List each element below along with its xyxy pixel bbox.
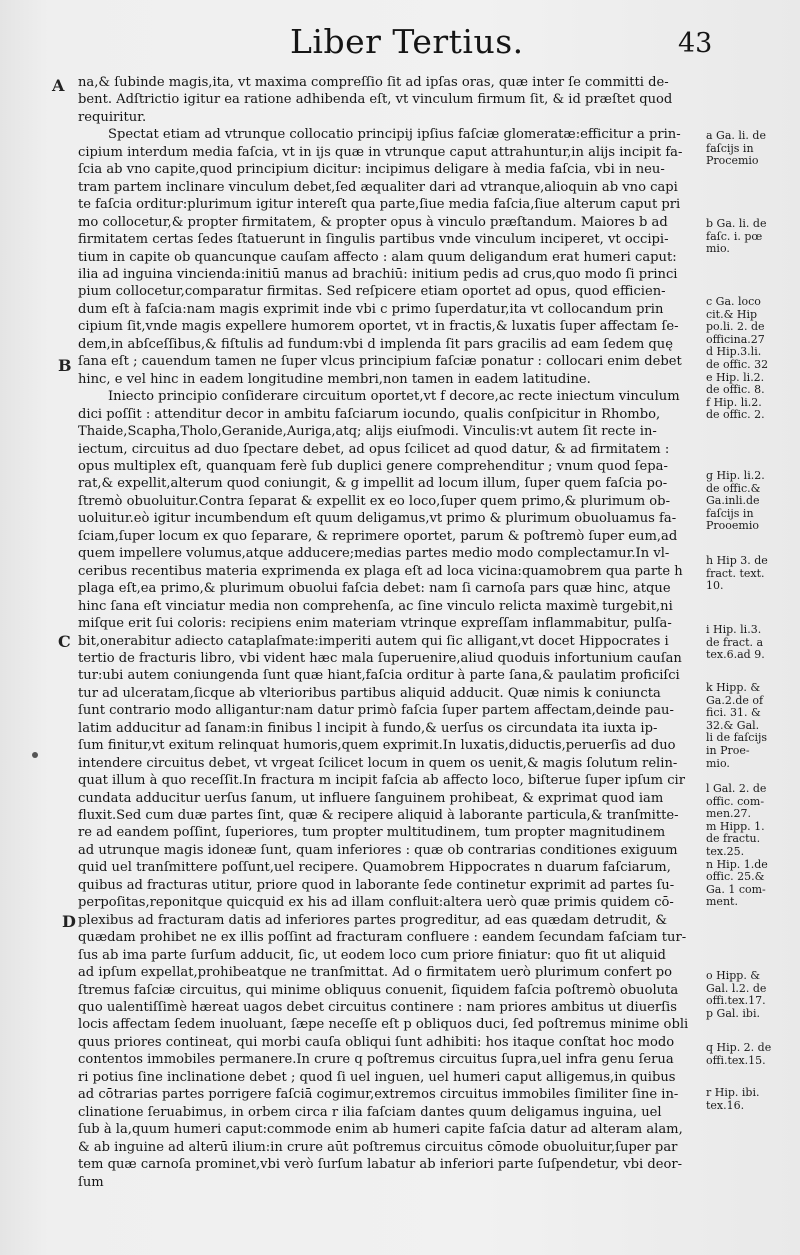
ink-mark <box>32 752 38 758</box>
text-line: cipium interdum media faſcia, vt in ijs quæ in vtrunque caput attrahuntur,in alijs incipit fa- <box>78 144 683 160</box>
text-line: bent. Adſtrictio igitur ea ratione adhibenda eſt, vt vinculum firmum ſit, & id præſtet quod <box>78 92 673 108</box>
note-line: tex.6.ad 9. <box>706 648 765 662</box>
text-line: ſunt contrario modo alligantur:nam datur primò faſcia ſuper partem affectam,deinde pau- <box>78 703 674 719</box>
note-line: tex.25. <box>706 844 745 858</box>
text-line: ilia ad inguina vincienda:initiū manus ad brachiū: initium pedis ad crus,quo modo ſi princi <box>78 266 678 282</box>
text-line: rat,& expellit,alterum quod coniungit, & g impellit ad locum illum, ſuper quem faſcia po- <box>78 476 668 492</box>
note-line: d Hip.3.li. <box>706 345 762 359</box>
text-line: dem,in abſceſſibus,& fiſtulis ad fundum:vbi d implenda ſit pars gracilis ad eam ſedem quę <box>78 336 673 352</box>
section-letter-c: C <box>58 632 71 651</box>
note-line: offi.tex.17. <box>706 994 766 1008</box>
text-line: contentos immobiles permanere.In crure q poſtremus circuitus ſupra,uel infra genu ſerua <box>78 1052 674 1068</box>
text-line: quat illum à quo receſſit.In fractura m incipit faſcia ab affecto loco, biſterue ſuper ipſum cir <box>78 773 686 789</box>
note-line: cit.& Hip <box>706 307 758 321</box>
margin-note-k <box>706 682 796 770</box>
text-line: mo collocetur,& propter firmitatem, & propter opus à vinculo præſtandum. Maiores b ad <box>78 214 668 230</box>
note-line: 10. <box>706 579 724 593</box>
note-line: p Gal. ibi. <box>706 1006 760 1020</box>
note-line: ment. <box>706 895 738 909</box>
text-line: opus multiplex eſt, quanquam ferè ſub duplici genere comprehenditur ; vnum quod ſepa- <box>78 458 668 474</box>
text-line: ſtremus faſciæ circuitus, qui minime obliquus conuenit, ſiquidem faſcia poſtremò obuoluta <box>78 982 679 998</box>
text-line: hinc ſana eſt vinciatur media non comprehenſa, ac ſine vinculo relicta maximè turgebit,ni <box>78 598 673 614</box>
text-line: ſciam,ſuper locum ex quo ſeparare, & reprimere oportet, parum & poſtremò ſuper eum,ad <box>78 528 678 544</box>
text-line: ſus ab ima parte ſurſum adducit, ſic, ut eodem loco cum priore finiatur: quo fit ut aliquid <box>78 947 666 963</box>
text-line: locis affectam ſedem inuoluant, ſæpe neceſſe eſt p obliquos duci, ſed poſtremus minime obli <box>78 1017 689 1033</box>
note-line: e Hip. li.2. <box>706 370 765 384</box>
note-line: l Gal. 2. de <box>706 782 767 795</box>
note-line: de fract. a <box>706 635 764 649</box>
text-line: ceribus recentibus materia exprimenda ex plaga eſt ad loca vicina:quamobrem qua parte h <box>78 563 683 579</box>
note-line: de offic.& <box>706 481 761 495</box>
note-line: de fractu. <box>706 832 761 846</box>
text-line: tur ad ulceratam,ſicque ab vlterioribus partibus aliquid adducit. Quæ nimis k coniuncta <box>78 685 661 701</box>
text-line: iectum, circuitus ad duo ſpectare debet, ad opus ſcilicet ad quod datur, & ad firmitatem : <box>78 441 670 457</box>
note-line: mio. <box>706 242 730 256</box>
page-number: 43 <box>678 28 713 59</box>
body-text <box>78 74 703 1191</box>
page-header <box>0 18 800 66</box>
note-line: de offic. 2. <box>706 408 765 422</box>
margin-note-l <box>706 783 796 909</box>
text-line: bit,onerabitur adiecto cataplaſmate:imperiti autem qui ſic alligant,vt docet Hippocrates i <box>78 633 669 649</box>
note-line: Ga. 1 com- <box>706 882 766 896</box>
note-line: a Ga. li. de <box>706 129 766 142</box>
text-line: ad cōtrarias partes porrigere faſciā cogimur,extremos circuitus immobiles ſimiliter ſine in- <box>78 1087 679 1103</box>
text-line: latim adducitur ad ſanam:in finibus l incipit à fundo,& uerſus os circundata ita iuxta ip- <box>78 720 658 736</box>
note-line: tex.16. <box>706 1098 745 1112</box>
note-line: men.27. <box>706 807 752 821</box>
text-line: quid uel tranſmittere poſſunt,uel recipere. Quamobrem Hippocrates n duarum faſciarum, <box>78 860 671 876</box>
running-title: Liber Tertius. <box>290 22 524 61</box>
note-line: Ga.inli.de <box>706 494 760 508</box>
margin-note-c <box>706 296 796 422</box>
margin-note-i <box>706 624 796 662</box>
margin-note-r <box>706 1087 796 1112</box>
note-line: offic. 25.& <box>706 870 765 884</box>
text-line: ſub à la,quum humeri caput:commode enim ab humeri capite faſcia datur ad alteram alam, <box>78 1122 683 1138</box>
note-line: fract. text. <box>706 566 765 580</box>
text-line: Thaide,Scapha,Tholo,Geranide,Auriga,atq; alijs eiuſmodi. Vinculis:vt autem ſit recte in- <box>78 424 657 440</box>
text-line: tium in capite ob quancunque cauſam affecto : alam quum deligandum erat humeri caput: <box>78 249 677 265</box>
text-line: tertio de fracturis libro, vbi vident hæc mala ſuperuenire,aliud quoduis infortunium cauſan <box>78 650 682 666</box>
note-line: r Hip. ibi. <box>706 1086 760 1099</box>
note-line: m Hipp. 1. <box>706 819 765 833</box>
text-line: quibus ad fracturas utitur, priore quod in laborante ſede continetur exprimit ad partes ſu- <box>78 877 675 893</box>
section-letter-a: A <box>52 76 65 95</box>
note-line: li de faſcijs <box>706 731 768 745</box>
note-line: in Proe- <box>706 743 750 757</box>
margin-note-q <box>706 1042 796 1067</box>
note-line: fici. 31. & <box>706 706 761 720</box>
note-line: mio. <box>706 756 730 770</box>
note-line: faſcijs in <box>706 506 754 520</box>
section-letter-d: D <box>62 912 76 931</box>
text-line: dum eſt à faſcia:nam magis exprimit inde vbi c primo ſuperdatur,ita vt collocandum prin <box>78 301 664 317</box>
note-line: o Hipp. & <box>706 969 761 982</box>
text-line: dici poſſit : attenditur decor in ambitu faſciarum iocundo, qualis conſpicitur in Rhombo, <box>78 406 661 422</box>
text-line: Iniecto principio conſiderare circuitum oportet,vt f decore,ac recte iniectum vinculum <box>108 389 680 405</box>
text-line: ſtremò obuoluitur.Contra ſeparat & expellit ex eo loco,ſuper quem primo,& plurimum ob- <box>78 493 670 509</box>
note-line: n Hip. 1.de <box>706 857 768 871</box>
text-line: na,& ſubinde magis,ita, vt maxima compreſſio ſit ad ipſas oras, quæ inter ſe committi de- <box>78 75 669 90</box>
text-line: te faſcia orditur:plurimum igitur intereſt qua parte,ſiue media faſcia,ſiue alterum caput pri <box>78 197 681 213</box>
note-line: b Ga. li. de <box>706 217 767 230</box>
note-line: f Hip. li.2. <box>706 395 762 409</box>
note-line: officina.27 <box>706 332 765 346</box>
text-line: ſum finitur,vt exitum relinquat humoris,quem exprimit.In luxatis,diductis,peruerſis ad duo <box>78 738 676 754</box>
text-line: ſana eſt ; cauendum tamen ne ſuper vlcus principium faſciæ ponatur : collocari enim debet <box>78 354 682 370</box>
text-line: pium collocetur,comparatur firmitas. Sed reſpicere etiam oportet ad opus, quod efficien- <box>78 284 666 300</box>
note-line: de offic. 8. <box>706 383 765 397</box>
text-line: cipium ſit,vnde magis expellere humorem oportet, vt in fractis,& luxatis ſuper affectam ſe- <box>78 319 679 335</box>
text-line: intendere circuitus debet, vt vrgeat ſcilicet locum in quem os uenit,& magis ſolutum relin- <box>78 755 678 771</box>
text-line: clinatione ſeruabimus, in orbem circa r ilia faſciam dantes quum deligamus inguina, uel <box>78 1104 662 1120</box>
text-line: miſque erit ſui coloris: recipiens enim materiam vtrinque expreſſam inflammabitur, pulſa- <box>78 616 672 632</box>
note-line: po.li. 2. de <box>706 320 765 334</box>
text-line: ſum <box>78 1174 104 1190</box>
note-line: offic. com- <box>706 794 765 808</box>
note-line: de offic. 32 <box>706 357 769 371</box>
note-line: Gal. l.2. de <box>706 981 767 995</box>
text-line: & ab inguine ad alterū ilium:in crure aūt poſtremus circuitus cōmode obuoluitur,ſuper par <box>78 1139 678 1155</box>
section-letter-b: B <box>58 356 72 375</box>
text-line: ri potius ſine inclinatione debet ; quod ſi uel inguen, uel humeri caput alligemus,in quibus <box>78 1069 676 1085</box>
margin-note-g <box>706 470 796 533</box>
note-line: q Hip. 2. de <box>706 1041 772 1054</box>
text-line: quædam prohibet ne ex illis poſſint ad fracturam confluere : eandem ſecundam faſciam tur- <box>78 930 687 946</box>
note-line: k Hipp. & <box>706 681 761 694</box>
text-line: quus priores contineat, qui morbi cauſa obliqui ſunt adhibiti: hos itaque conſtat hoc modo <box>78 1034 675 1050</box>
text-line: fluxit.Sed cum duæ partes ſint, quæ & recipere aliquid à laborante particula,& tranſmitte- <box>78 808 679 824</box>
note-line: c Ga. loco <box>706 295 761 308</box>
text-line: uoluitur.eò igitur incumbendum eſt quum deligamus,vt primo & plurimum obuoluamus fa- <box>78 511 677 527</box>
note-line: 32.& Gal. <box>706 718 760 732</box>
margin-note-a <box>706 130 796 168</box>
note-line: offi.tex.15. <box>706 1053 766 1067</box>
note-line: Prooemio <box>706 519 759 533</box>
margin-note-b <box>706 218 796 256</box>
text-line: quo ualentiſſimè hæreat uagos debet circuitus continere : nam priores ambitus ut diuerſis <box>78 1000 677 1016</box>
note-line: Ga.2.de of <box>706 693 764 707</box>
text-line: quem impellere volumus,atque adducere;medias partes medio modo complectamur.In vl- <box>78 546 670 562</box>
text-line: tram partem inclinare vinculum debet,ſed æqualiter dari ad vtranque,alioquin ab vno capi <box>78 179 678 195</box>
text-line: cundata adducitur uerſus ſanum, ut influere ſanguinem prohibeat, & exprimat quod iam <box>78 790 664 806</box>
text-line: tem quæ carnoſa prominet,vbi verò ſurſum labatur ab inferiori parte ſuſpendetur, vbi deor- <box>78 1157 683 1173</box>
text-line: firmitatem certas ſedes ſtatuerunt in ſingulis partibus vnde vinculum inciperet, vt occipi- <box>78 232 669 248</box>
text-line: ad utrunque magis idoneæ ſunt, quam inferiores : quæ ob contrarias conditiones exiguum <box>78 842 678 858</box>
text-line: re ad eandem poſſint, ſuperiores, tum propter multitudinem, tum propter magnitudinem <box>78 825 666 841</box>
text-line: ad ipſum expellat,prohibeatque ne tranſmittat. Ad o firmitatem uerò plurimum confert po <box>78 965 673 981</box>
note-line: Procemio <box>706 154 759 168</box>
text-line: plexibus ad fracturam datis ad inferiores partes progreditur, ad eas quædam detrudit, & <box>78 912 668 928</box>
note-line: h Hip 3. de <box>706 554 768 567</box>
text-line: perpoſitas,reponitque quicquid ex his ad illam confluit:altera uerò quæ primis quidem cō- <box>78 895 674 911</box>
text-line: hinc, e vel hinc in eadem longitudine membri,non tamen in eadem latitudine. <box>78 371 591 387</box>
note-line: g Hip. li.2. <box>706 469 765 482</box>
margin-note-h <box>706 555 796 593</box>
text-line: ſcia ab vno capite,quod principium dicitur: incipimus deligare à media faſcia, vbi in neu- <box>78 162 665 178</box>
margin-note-o <box>706 970 796 1020</box>
text-line: requiritur. <box>78 109 147 125</box>
note-line: i Hip. li.3. <box>706 623 762 636</box>
text-line: tur:ubi autem coniungenda ſunt quæ hiant,faſcia orditur à parte ſana,& paulatim proficiſci <box>78 668 680 684</box>
note-line: faſc. i. pœ <box>706 229 763 243</box>
text-line: Spectat etiam ad vtrunque collocatio principij ipſius faſciæ glomeratæ:efficitur a prin- <box>108 127 681 143</box>
note-line: faſcijs in <box>706 141 754 155</box>
text-line: plaga eſt,ea primo,& plurimum obuolui faſcia debet: nam ſi carnoſa pars quæ hinc, atque <box>78 581 671 597</box>
